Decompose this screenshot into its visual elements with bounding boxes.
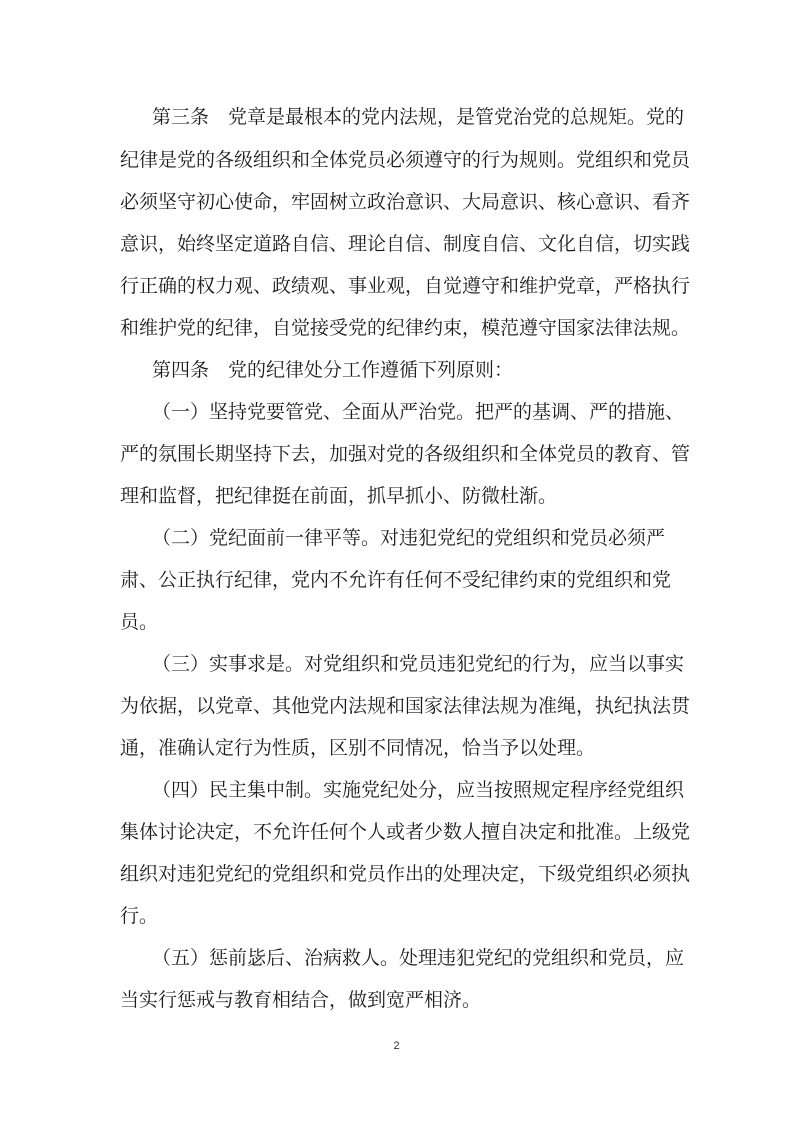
text-line: （三）实事求是。对党组织和党员违犯党纪的行为，应当以事实: [152, 653, 685, 675]
text-line: 必须坚守初心使命，牢固树立政治意识、大局意识、核心意识、看齐: [120, 191, 691, 213]
text-line: 和维护党的纪律，自觉接受党的纪律约束，模范遵守国家法律法规。: [120, 317, 691, 339]
text-line: 肃、公正执行纪律，党内不允许有任何不受纪律约束的党组织和党: [120, 569, 672, 591]
text-line: 行。: [120, 905, 159, 927]
text-line: 理和监督，把纪律挺在前面，抓早抓小、防微杜渐。: [120, 485, 558, 507]
text-line: 通，准确认定行为性质，区别不同情况，恰当予以处理。: [120, 737, 596, 759]
text-line: （一）坚持党要管党、全面从严治党。把严的基调、严的措施、: [152, 401, 685, 423]
text-line: 第三条 党章是最根本的党内法规，是管党治党的总规矩。党的: [152, 106, 685, 128]
text-line: 员。: [120, 611, 159, 633]
text-line: 纪律是党的各级组织和全体党员必须遵守的行为规则。党组织和党员: [120, 149, 691, 171]
text-line: 第四条 党的纪律处分工作遵循下列原则：: [152, 359, 514, 381]
text-line: 当实行惩戒与教育相结合，做到宽严相济。: [120, 989, 482, 1011]
text-line: 组织对违犯党纪的党组织和党员作出的处理决定，下级党组织必须执: [120, 863, 691, 885]
text-line: 为依据，以党章、其他党内法规和国家法律法规为准绳，执纪执法贯: [120, 695, 691, 717]
text-line: 行正确的权力观、政绩观、事业观，自觉遵守和维护党章，严格执行: [120, 275, 691, 297]
text-line: 集体讨论决定，不允许任何个人或者少数人擅自决定和批准。上级党: [120, 821, 691, 843]
text-line: （二）党纪面前一律平等。对违犯党纪的党组织和党员必须严: [152, 527, 666, 549]
text-line: （五）惩前毖后、治病救人。处理违犯党纪的党组织和党员，应: [152, 947, 685, 969]
text-line: 严的氛围长期坚持下去，加强对党的各级组织和全体党员的教育、管: [120, 443, 691, 465]
text-line: （四）民主集中制。实施党纪处分，应当按照规定程序经党组织: [152, 779, 685, 801]
page-number: 2: [393, 1040, 400, 1052]
text-line: 意识，始终坚定道路自信、理论自信、制度自信、文化自信，切实践: [120, 233, 691, 255]
